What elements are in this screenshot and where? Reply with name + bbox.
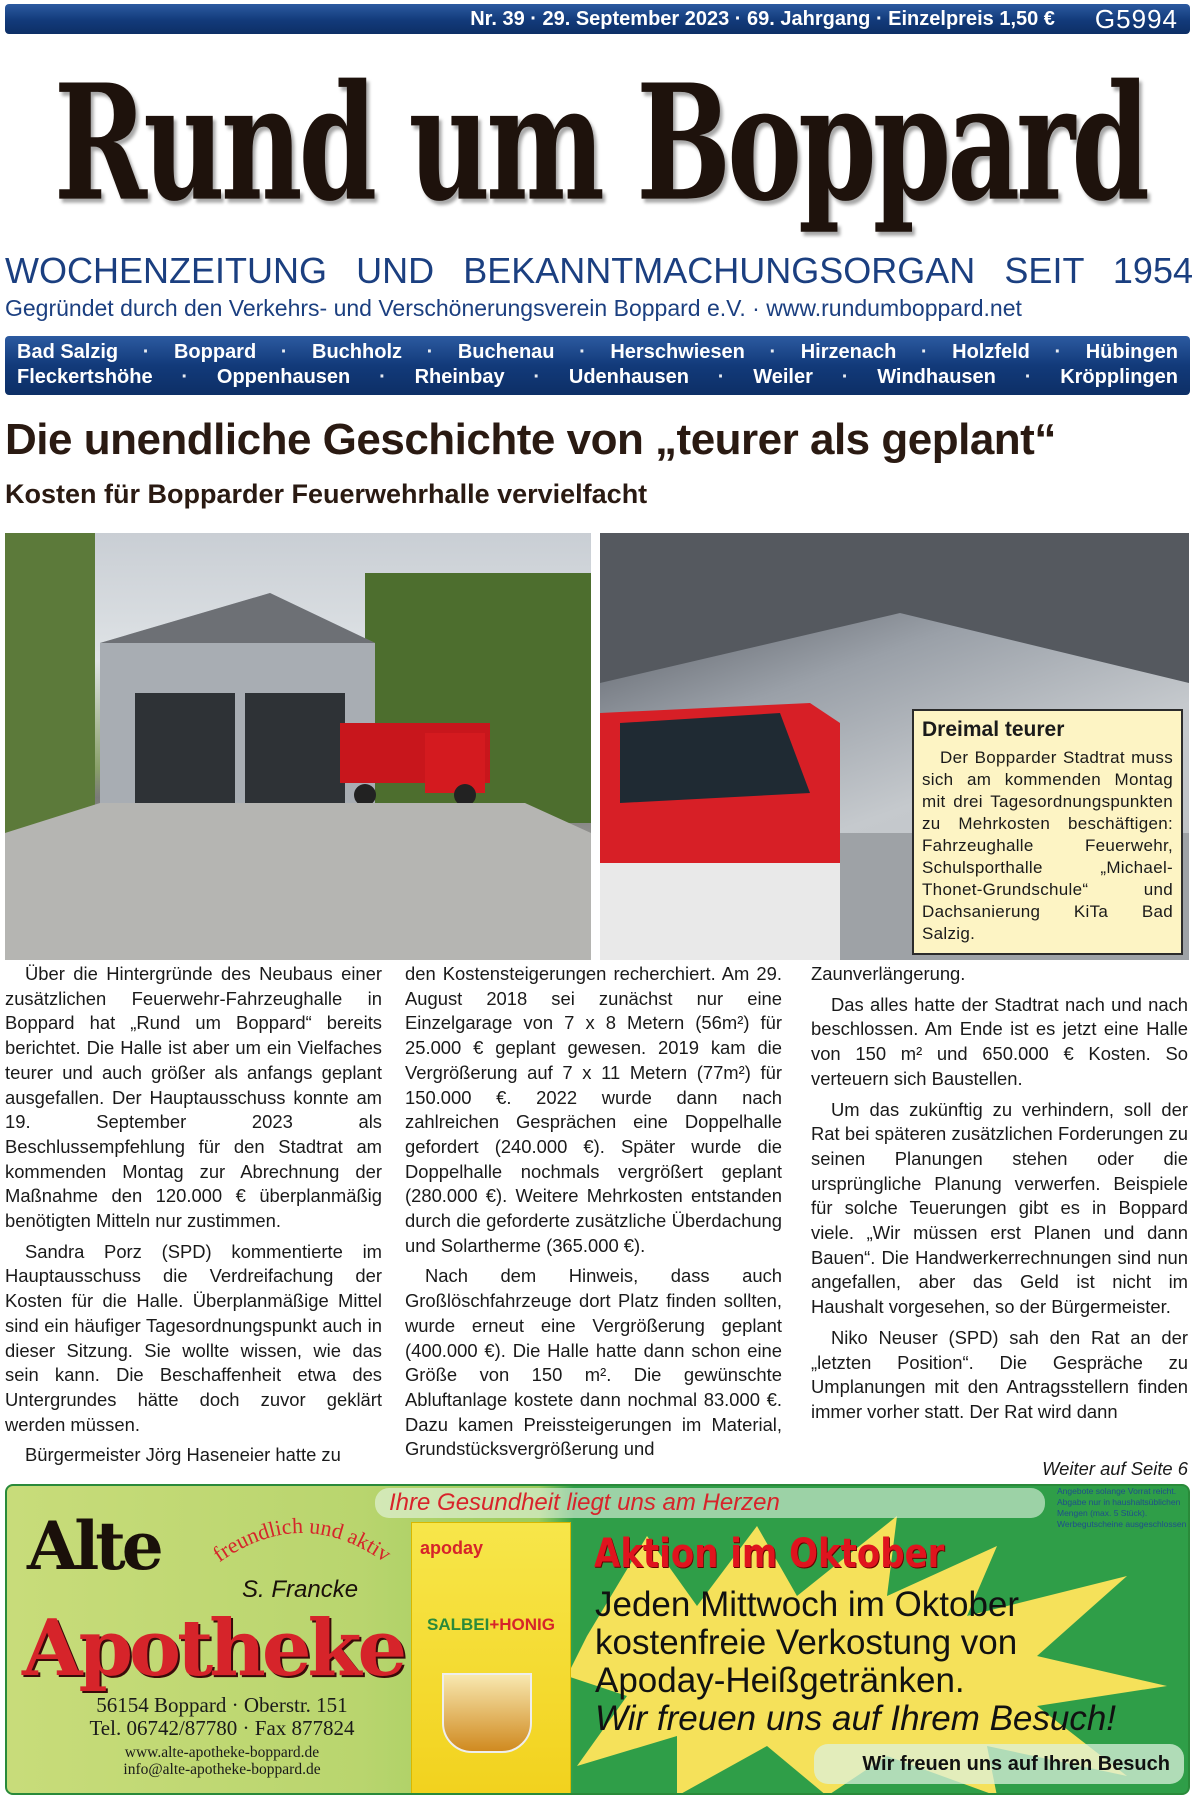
paragraph: Bürgermeister Jörg Haseneier hatte zu bbox=[25, 1444, 341, 1466]
locality-item: Hirzenach bbox=[800, 341, 897, 363]
separator-dot: · bbox=[920, 341, 928, 363]
product-name-2: +HONIG bbox=[489, 1615, 555, 1634]
ad-body-line: Apoday-Heißgetränken. bbox=[595, 1661, 965, 1700]
locality-item: Kröpplingen bbox=[1060, 366, 1178, 388]
locality-item: Hübingen bbox=[1085, 341, 1178, 363]
product-brand: apoday bbox=[420, 1538, 484, 1558]
issue-info: Nr. 39 · 29. September 2023 · 69. Jahrgang · Einzelpreis 1,50 € bbox=[470, 7, 1055, 30]
issue-code: G5994 bbox=[1094, 3, 1178, 34]
owner-name: S. Francke bbox=[242, 1576, 359, 1603]
infobox bbox=[912, 709, 1183, 955]
ad-email-link[interactable]: info@alte-apotheke-boppard.de bbox=[123, 1761, 321, 1778]
locality-item: Boppard bbox=[173, 341, 257, 363]
ad-web-contact bbox=[47, 1744, 397, 1778]
paragraph: den Kostensteigerungen recherchiert. Am 29. August 2018 sei zunächst nur eine Einzelgarage von 7 x 8 Metern (56m²) für 25.000 € geplant gewesen. 2019 kam die Vergrößerung auf 7 x 11 Metern (77m²) für 150.000 €. 2022 wurde dann nach zahlreichen Gesprächen eine Doppelhalle gefordert (240.000 €). Später wurde die Doppelhalle nochmals vergrößert geplant (280.000 €). Weitere Mehrkosten entstanden durch die geforderte zusätzliche Überdachung und Solartherme (365.000 €). bbox=[405, 963, 782, 1256]
separator-dot: · bbox=[181, 366, 189, 388]
ad-visit-pill: Wir freuen uns auf Ihren Besuch bbox=[814, 1744, 1184, 1784]
localities-bar bbox=[5, 336, 1190, 395]
paragraph: Das alles hatte der Stadtrat nach und nach beschlossen. Am Ende ist es jetzt eine Halle von 150 m² und 650.000 € Kosten. So verteuern sich Baustellen. bbox=[811, 993, 1188, 1089]
ad-body-line: kostenfreie Verkostung von bbox=[595, 1623, 1018, 1662]
locality-item: Herschwiesen bbox=[610, 341, 745, 363]
locality-item: Fleckertshöhe bbox=[17, 366, 153, 388]
paragraph: Zaunverlängerung. bbox=[811, 963, 966, 984]
product-name-1: SALBEI bbox=[427, 1615, 490, 1634]
pharmacy-advertisement bbox=[5, 1484, 1190, 1795]
article-column-3 bbox=[811, 962, 1188, 1431]
logo-apotheke: Apotheke bbox=[22, 1603, 404, 1694]
ad-website-link[interactable]: www.alte-apotheke-boppard.de bbox=[124, 1744, 320, 1761]
separator-dot: · bbox=[1054, 341, 1062, 363]
locality-item: Rheinbay bbox=[414, 366, 505, 388]
logo-alte: Alte bbox=[27, 1507, 160, 1585]
locality-item: Holzfeld bbox=[952, 341, 1030, 363]
svg-text:freundlich und aktiv bbox=[208, 1513, 396, 1567]
ad-banner: Ihre Gesundheit liegt uns am Herzen bbox=[375, 1488, 1045, 1518]
paragraph: Sandra Porz (SPD) kommentierte im Hauptausschuss die Verdreifachung der Kosten für die Halle. Überplanmäßige Mittel sind ein häufiger Tagesordnungspunkt auch in dieser Sitzung. Sie wollte wissen, wie das sein kann. Die Beschaffenheit etwa des Untergrundes hätte doch zuvor geklärt werden müssen. bbox=[5, 1240, 382, 1435]
infobox-text: Der Bopparder Stadtrat muss sich am kommenden Montag mit drei Tagesordnungspunkten zu Mehrkosten beschäftigen: Fahrzeughalle Feuerwehr, Schulsporthalle „Michael-Thonet-Grundschule“ und Dachsanierung KiTa Bad Salzig. bbox=[922, 748, 1173, 943]
ad-phone: Tel. 06742/87780 · Fax 877824 bbox=[89, 1716, 355, 1740]
locality-item: Bad Salzig bbox=[17, 341, 119, 363]
tagline-arc bbox=[207, 1506, 397, 1576]
localities-row-1 bbox=[17, 340, 1178, 365]
masthead-title: Rund um Boppard bbox=[53, 48, 1147, 237]
paragraph: Nach dem Hinweis, dass auch Großlöschfahrzeuge dort Platz finden sollten, wurde erneut eine Vergrößerung geplant (400.000 €). Die Halle hatte dann schon eine Größe von 150 m². Die gewünschte Abluftanlage kostete dann nochmal 83.000 €. Dazu kamen Preissteigerungen im Material, Grundstücksvergrößerung und bbox=[405, 1265, 782, 1460]
continued-link[interactable]: Weiter auf Seite 6 bbox=[1042, 1458, 1188, 1479]
infobox-title: Dreimal teurer bbox=[922, 718, 1065, 741]
separator-dot: · bbox=[142, 341, 150, 363]
separator-dot: · bbox=[1024, 366, 1032, 388]
masthead-subtitle: WOCHENZEITUNG UND BEKANNTMACHUNGSORGAN SEIT 1954 bbox=[5, 250, 1193, 291]
locality-item: Buchenau bbox=[457, 341, 555, 363]
tea-cup-icon bbox=[442, 1673, 532, 1753]
product-name bbox=[412, 1615, 570, 1635]
tagline: freundlich und aktiv bbox=[207, 1512, 396, 1567]
ad-body bbox=[595, 1586, 1116, 1738]
ad-contact bbox=[47, 1694, 397, 1740]
separator-dot: · bbox=[841, 366, 849, 388]
locality-item: Oppenhausen bbox=[216, 366, 351, 388]
locality-item: Buchholz bbox=[312, 341, 403, 363]
separator-dot: · bbox=[769, 341, 777, 363]
separator-dot: · bbox=[280, 341, 288, 363]
ad-address: 56154 Boppard · Oberstr. 151 bbox=[96, 1693, 348, 1717]
paragraph: Über die Hintergründe des Neubaus einer zusätzlichen Feuerwehr-Fahrzeughalle in Boppard hat „Rund um Boppard“ bereits berichtet. Die Halle ist aber um ein Vielfaches teurer und auch größer als anfangs geplant ausgefallen. Der Hauptausschuss konnte am 19. September 2023 als Beschlussempfehlung für den Stadtrat am kommenden Montag zur Abrechnung der Maßnahme den 120.000 € überplanmäßig benötigten Mitteln nur zustimmen. bbox=[5, 963, 382, 1232]
article-column-2 bbox=[405, 962, 782, 1468]
ad-body-italic: Wir freuen uns auf Ihrem Besuch! bbox=[595, 1699, 1117, 1738]
locality-item: Windhausen bbox=[877, 366, 996, 388]
subheadline: Kosten für Bopparder Feuerwehrhalle vervielfacht bbox=[5, 479, 648, 509]
headline: Die unendliche Geschichte von „teurer als geplant“ bbox=[5, 415, 1056, 464]
localities-row-2 bbox=[17, 365, 1178, 390]
separator-dot: · bbox=[379, 366, 386, 388]
paragraph: Um das zukünftig zu verhindern, soll der Rat bei späteren zusätzlichen Forderungen zu seinen Planungen stehen oder die ursprüngliche Planung verwerfen. Beispiele für solche Teuerungen gibt es in Boppard viele. „Wir müssen erst Planen und dann Bauen“. Die Handwerkerrechnungen sind nun angefallen, aber das Geld ist nicht im Haushalt vorgesehen, so der Bürgermeister. bbox=[811, 1098, 1188, 1318]
product-package bbox=[411, 1522, 571, 1794]
ad-aktion-title: Aktion im Oktober bbox=[594, 1531, 945, 1577]
ad-body-line: Jeden Mittwoch im Oktober bbox=[595, 1585, 1020, 1624]
separator-dot: · bbox=[533, 366, 541, 388]
separator-dot: · bbox=[717, 366, 725, 388]
photo-fire-station-exterior bbox=[5, 533, 591, 960]
locality-item: Udenhausen bbox=[568, 366, 689, 388]
separator-dot: · bbox=[579, 341, 586, 363]
article-column-1 bbox=[5, 962, 382, 1474]
fire-station-exterior-illustration bbox=[5, 533, 591, 960]
ad-small-print: Angebote solange Vorrat reicht. Abgabe nur in haushaltsüblichen Mengen (max. 5 Stück). Werbegutscheine ausgeschlossen bbox=[1057, 1486, 1187, 1529]
paragraph: Niko Neuser (SPD) sah den Rat an der „letzten Position“. Die Gespräche zu Umplanungen mit den Antragsstellern finden immer vorher statt. Der Rat wird dann bbox=[811, 1326, 1188, 1422]
separator-dot: · bbox=[426, 341, 434, 363]
masthead-founded: Gegründet durch den Verkehrs- und Verschönerungsverein Boppard e.V. · www.rundumboppard.net bbox=[5, 295, 1022, 321]
locality-item: Weiler bbox=[753, 366, 813, 388]
